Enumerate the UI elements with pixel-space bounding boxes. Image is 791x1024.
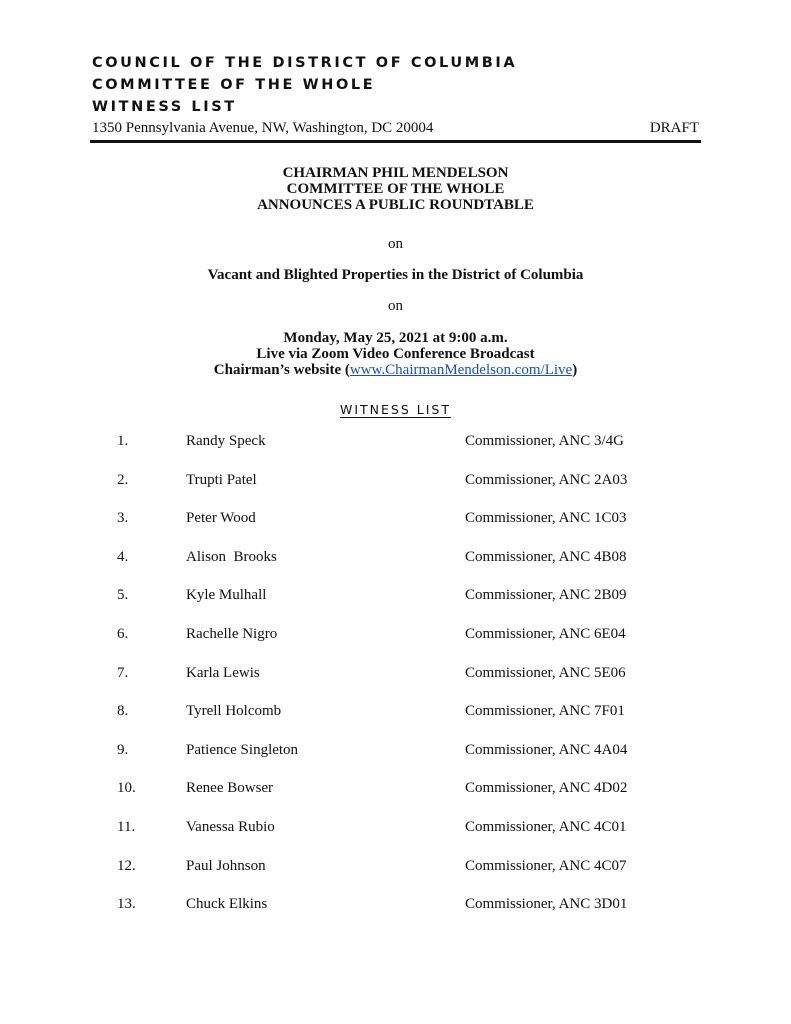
witness-number: 11. [117, 818, 136, 835]
witness-name: Renee Bowser [186, 780, 274, 797]
witness-row [0, 741, 791, 780]
witness-name: Chuck Elkins [186, 896, 268, 913]
roundtable-topic: Vacant and Blighted Properties in the District of Columbia [207, 267, 584, 283]
chairman-name: CHAIRMAN PHIL MENDELSON [282, 165, 509, 181]
witness-list [0, 432, 791, 934]
witness-number: 7. [117, 664, 129, 681]
announcement-heading [90, 165, 701, 213]
committee-name: COMMITTEE OF THE WHOLE [286, 181, 505, 197]
witness-row [0, 895, 791, 934]
witness-row [0, 471, 791, 510]
witness-title: Commissioner, ANC 4D02 [465, 780, 628, 797]
witness-title: Commissioner, ANC 3/4G [465, 433, 624, 449]
committee-title: COMMITTEE OF THE WHOLE [92, 77, 376, 93]
council-address: 1350 Pennsylvania Avenue, NW, Washington, DC 20004 [92, 120, 434, 136]
witness-title: Commissioner, ANC 7F01 [465, 703, 625, 720]
witness-name: Trupti Patel [186, 471, 257, 488]
witness-row [0, 509, 791, 548]
witness-name: Vanessa Rubio [186, 818, 275, 835]
website-label: Chairman’s website [213, 362, 342, 378]
council-title: COUNCIL OF THE DISTRICT OF COLUMBIA [92, 55, 518, 71]
witness-title: Commissioner, ANC 4C01 [465, 818, 627, 835]
witness-title: Commissioner, ANC 5E06 [465, 664, 626, 681]
witness-name: Alison Brooks [186, 548, 277, 565]
announcement-type: ANNOUNCES A PUBLIC ROUNDTABLE [257, 197, 534, 213]
witness-list-heading-text: WITNESS LIST [340, 402, 451, 417]
witness-title: Commissioner, ANC 4A04 [465, 741, 628, 758]
witness-row [0, 664, 791, 703]
letterhead [92, 52, 699, 138]
witness-title: Commissioner, ANC 3D01 [465, 896, 628, 913]
event-broadcast: Live via Zoom Video Conference Broadcast [256, 346, 535, 362]
event-date-time: Monday, May 25, 2021 at 9:00 a.m. [283, 330, 508, 346]
witness-row [0, 586, 791, 625]
witness-row [0, 779, 791, 818]
witness-name: Randy Speck [186, 433, 266, 449]
witness-number: 4. [117, 548, 129, 565]
witness-row [0, 702, 791, 741]
witness-row [0, 857, 791, 896]
witness-number: 3. [117, 510, 129, 527]
witness-number: 12. [117, 857, 136, 874]
witness-title: Commissioner, ANC 2A03 [465, 471, 628, 488]
website-close-paren: ) [572, 362, 578, 378]
witness-title: Commissioner, ANC 1C03 [465, 510, 627, 527]
witness-name: Karla Lewis [186, 664, 260, 681]
witness-title: Commissioner, ANC 2B09 [465, 587, 627, 604]
witness-number: 9. [117, 741, 129, 758]
witness-row [0, 625, 791, 664]
witness-row [0, 432, 791, 471]
website-open-paren: ( [344, 362, 350, 378]
witness-row [0, 818, 791, 857]
on-connector-1: on [388, 236, 403, 252]
witness-number: 6. [117, 625, 129, 642]
draft-status: DRAFT [649, 120, 699, 136]
witness-number: 10. [117, 780, 136, 797]
witness-name: Kyle Mulhall [186, 587, 267, 604]
witness-number: 13. [117, 896, 136, 913]
witness-number: 5. [117, 587, 129, 604]
witness-name: Paul Johnson [186, 857, 266, 874]
witness-list-heading [90, 402, 701, 417]
website-link[interactable]: www.ChairmanMendelson.com/Live [349, 362, 573, 378]
header-divider [90, 140, 701, 143]
on-connector-2: on [388, 298, 403, 314]
document-type-title: WITNESS LIST [92, 99, 237, 115]
witness-number: 8. [117, 703, 129, 720]
witness-title: Commissioner, ANC 4C07 [465, 857, 627, 874]
witness-name: Patience Singleton [186, 741, 299, 758]
website-line [90, 362, 701, 378]
address-row [92, 118, 699, 138]
witness-title: Commissioner, ANC 6E04 [465, 625, 626, 642]
witness-name: Peter Wood [186, 510, 256, 527]
witness-row [0, 548, 791, 587]
witness-title: Commissioner, ANC 4B08 [465, 548, 627, 565]
witness-name: Rachelle Nigro [186, 625, 278, 642]
event-details [90, 330, 701, 378]
witness-name: Tyrell Holcomb [186, 703, 282, 720]
witness-number: 2. [117, 471, 129, 488]
witness-number: 1. [117, 433, 129, 449]
